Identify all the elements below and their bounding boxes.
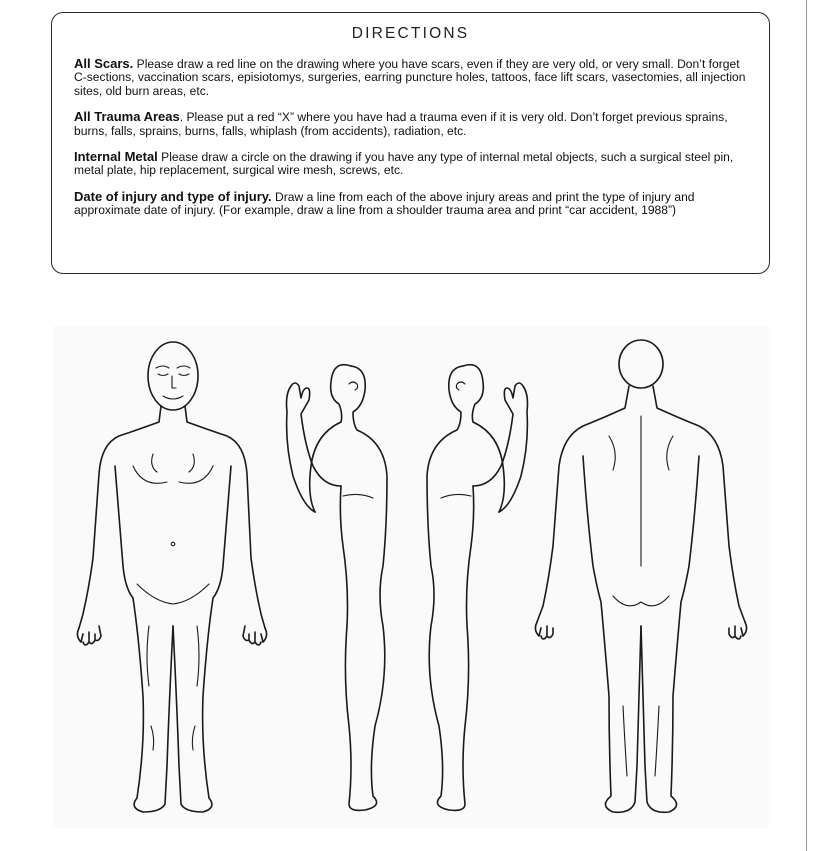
- body-diagram-area: [53, 326, 769, 828]
- section-heading: All Scars.: [74, 56, 134, 71]
- section-text: Draw a line from each of the above injury areas and print the type of injury and approximate date of injury. (For example, draw a line from a shoulder trauma area and print “car accident, 1988”): [74, 189, 695, 218]
- front-view-figure: [77, 342, 266, 812]
- section-date-of-injury: [74, 190, 747, 218]
- section-heading: Internal Metal: [74, 149, 158, 165]
- section-text: Please draw a red line on the drawing where you have scars, even if they are very old, or very small. Don’t forget C-sections, vaccination scars, episiotomys, surgeries, earring puncture holes, tattoos, face lift scars, vasectomies, all injection sites, old burn areas, etc.: [74, 57, 746, 98]
- right-side-view-figure: [287, 365, 388, 811]
- section-trauma-areas: [74, 110, 747, 138]
- section-heading: Date of injury and type of injury.: [74, 188, 272, 204]
- body-figures-diagram: [53, 326, 769, 828]
- directions-title: DIRECTIONS: [351, 25, 470, 42]
- section-text: Please draw a circle on the drawing if you have any type of internal metal objects, such a surgical steel pin, metal plate, hip replacement, surgical wire mesh, screws, etc.: [74, 150, 734, 178]
- section-heading: All Trauma Areas: [74, 109, 180, 125]
- section-internal-metal: [74, 150, 747, 178]
- left-side-view-figure: [427, 365, 528, 811]
- directions-box: [51, 12, 770, 274]
- back-view-figure: [535, 340, 746, 812]
- section-all-scars: [74, 57, 747, 98]
- section-text: . Please put a red “X” where you have had a trauma even if it is very old. Don’t forget previous sprains, burns, falls, sprains, burns, falls, whiplash (from accidents), radiation, etc.: [74, 110, 728, 138]
